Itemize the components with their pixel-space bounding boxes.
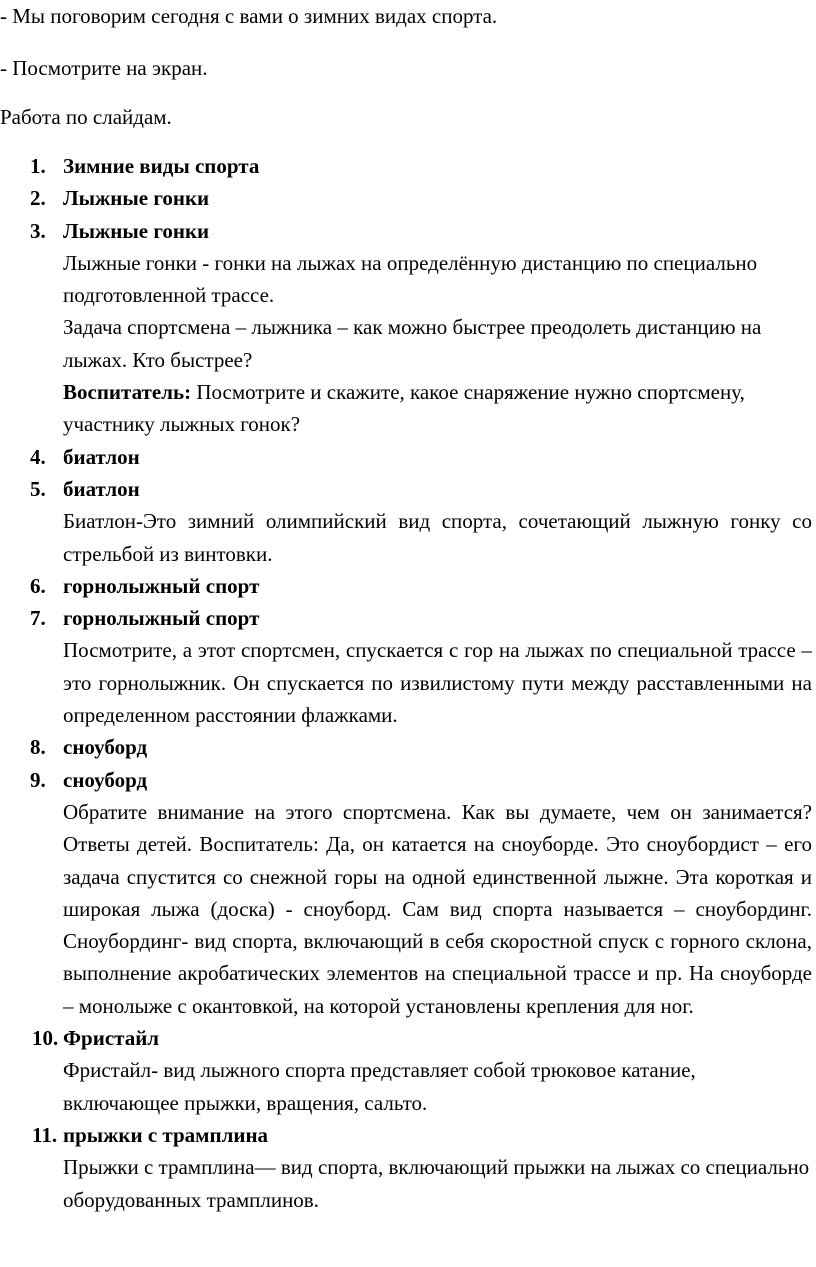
list-item (0, 473, 812, 570)
list-item (0, 764, 812, 1022)
item-number: 2. (30, 186, 46, 211)
item-title: сноуборд (63, 767, 148, 792)
item-title: прыжки с трамплина (63, 1122, 269, 1147)
intro-line-1: - Мы поговорим сегодня с вами о зимних видах спорта. (0, 4, 498, 28)
intro-line-3: Работа по слайдам. (0, 105, 172, 129)
list-item (0, 441, 812, 473)
item-number: 4. (30, 444, 46, 469)
item-paragraph: Посмотрите, а этот спортсмен, спускается с гор на лыжах по специальной трассе – это горнолыжник. Он спускается по извилистому пути между расставленными на определенном расстоянии флажками. (63, 638, 812, 728)
list-item (0, 1119, 812, 1216)
item-number: 9. (30, 767, 46, 792)
item-title: Лыжные гонки (63, 218, 210, 243)
item-number: 8. (30, 735, 46, 760)
item-number: 7. (30, 606, 46, 631)
item-title: Зимние виды спорта (63, 154, 260, 178)
slide-list (0, 150, 812, 1216)
intro-line-2: - Посмотрите на экран. (0, 56, 208, 80)
item-number: 5. (30, 476, 46, 501)
speaker-text: Посмотрите и скажите, какое снаряжение нужно спортсмену, участнику лыжных гонок? (63, 380, 745, 437)
list-item (0, 1022, 812, 1119)
item-title: биатлон (63, 444, 140, 469)
list-item (0, 570, 812, 602)
item-paragraph: Обратите внимание на этого спортсмена. Как вы думаете, чем он занимается? Ответы детей. Воспитатель: Да, он катается на сноуборде. Это сноубордист – его задача спустится со снежной горы на одной единственной лыжне. Эта короткая и широкая лыжа (доска) - сноуборд. Сам вид спорта называется – сноубординг. Сноубординг- вид спорта, включающий в себя скоростной спуск с горного склона, выполнение акробатических элементов на специальной трассе и пр. На сноуборде – монолыже с окантовкой, на которой установлены крепления для ног. (63, 799, 812, 1018)
item-number: 1. (30, 154, 46, 178)
speaker-label: Воспитатель: (63, 380, 192, 405)
item-title: сноуборд (63, 735, 148, 760)
item-title: Лыжные гонки (63, 186, 210, 211)
list-item (0, 602, 812, 731)
list-item (0, 150, 812, 182)
list-item (0, 731, 812, 763)
item-paragraph: Биатлон-Это зимний олимпийский вид спорта, сочетающий лыжную гонку со стрельбой из винтовки. (63, 509, 812, 566)
item-number: 3. (30, 218, 46, 243)
item-number: 6. (30, 573, 46, 598)
list-item (0, 182, 812, 214)
list-item (0, 215, 812, 441)
item-number: 11. (32, 1122, 58, 1147)
item-title: горнолыжный спорт (63, 573, 260, 598)
item-paragraph: Задача спортсмена – лыжника – как можно быстрее преодолеть дистанцию на лыжах. Кто быстрее? (63, 315, 762, 372)
item-paragraph: Фристайл- вид лыжного спорта представляет собой трюковое катание, включающее прыжки, вращения, сальто. (63, 1058, 696, 1115)
item-paragraph (63, 376, 812, 441)
item-number: 10. (32, 1026, 59, 1051)
item-paragraph: Лыжные гонки - гонки на лыжах на определённую дистанцию по специально подготовленной трассе. (63, 250, 758, 308)
item-paragraph: Прыжки с трамплина— вид спорта, включающий прыжки на лыжах со специально оборудованных трамплинов. (63, 1155, 810, 1212)
item-title: биатлон (63, 476, 140, 501)
item-title: Фристайл (63, 1026, 160, 1051)
item-title: горнолыжный спорт (63, 606, 260, 631)
